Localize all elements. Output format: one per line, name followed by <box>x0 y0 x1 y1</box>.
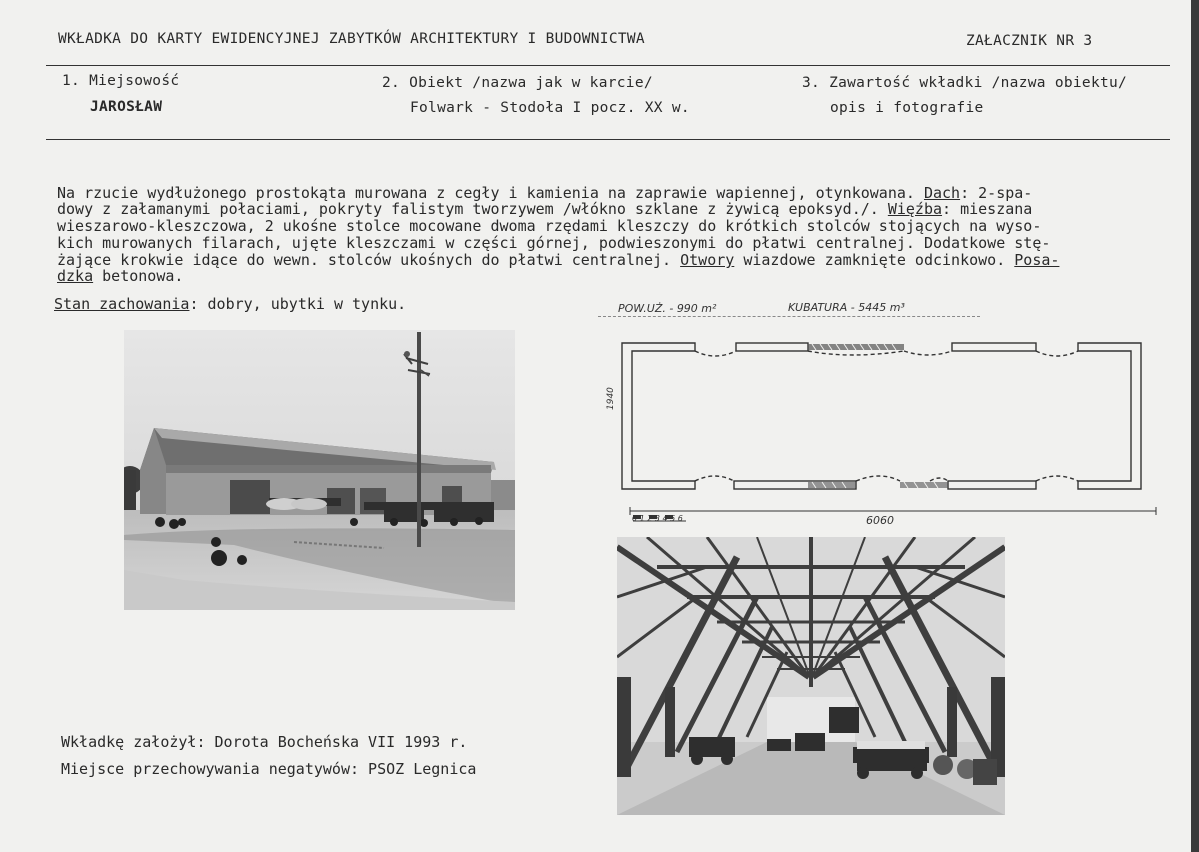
contents-label: 3. Zawartość wkładki /nazwa obiektu/ <box>802 75 1128 91</box>
description-line-5: żające krokwie idące do wewn. stolców ukośnych do płatwi centralnej. Otwory wiazdowe zamknięte odcinkowo. Posa- <box>57 251 1060 269</box>
roof-truss-interior-photo <box>617 537 1005 815</box>
barn-exterior-photo <box>124 330 515 610</box>
sheet-title: WKŁADKA DO KARTY EWIDENCYJNEJ ZABYTKÓW ARCHITEKTURY I BUDOWNICTWA <box>58 31 645 47</box>
description-line-6: dzka betonowa. <box>57 267 184 285</box>
place-label: 1. Miejsowość <box>62 73 180 89</box>
negatives-location: Miejsce przechowywania negatywów: PSOZ Legnica <box>61 760 477 778</box>
description-line-2: dowy z załamanymi połaciami, pokryty falistym tworzywem /włókno szklane z żywicą epoksyd./. Więźba: mieszana <box>57 200 1033 218</box>
description-line-3: wieszarowo-kleszczowa, 2 ukośne stolce mocowane dwoma rzędami kleszczy do krótkich stolców stojących na wyso- <box>57 217 1042 235</box>
length-dimension: 6060 <box>866 514 894 527</box>
floor-plan-drawing <box>600 335 1160 535</box>
description-line-4: kich murowanych filarach, ujęte kleszczami w części górnej, podwieszonymi do płatwi centralnej. Dodatkowe stę- <box>57 234 1051 252</box>
card-founder: Wkładkę założył: Dorota Bocheńska VII 1993 r. <box>61 733 468 751</box>
plan-header-rule <box>598 316 980 317</box>
usable-area: POW.UŻ. - 990 m² <box>618 302 717 315</box>
contents-value: opis i fotografie <box>830 100 984 116</box>
place-value: JAROSŁAW <box>90 99 163 115</box>
fields-rule <box>46 139 1170 140</box>
header-rule <box>46 65 1170 66</box>
cubature: KUBATURA - 5445 m³ <box>788 301 905 314</box>
condition: Stan zachowania: dobry, ubytki w tynku. <box>54 295 407 313</box>
page-edge <box>1191 0 1199 852</box>
object-value: Folwark - Stodoła I pocz. XX w. <box>410 100 690 116</box>
description-line-1: Na rzucie wydłużonego prostokąta murowana z cegły i kamienia na zaprawie wapiennej, otynkowana. Dach: 2-spa- <box>57 184 1033 202</box>
scale-bar-label: 0 1 2 3 4 5 6 <box>632 514 683 523</box>
annex-number: ZAŁACZNIK NR 3 <box>966 33 1093 49</box>
width-dimension: 1940 <box>606 387 616 410</box>
object-label: 2. Obiekt /nazwa jak w karcie/ <box>382 75 653 91</box>
